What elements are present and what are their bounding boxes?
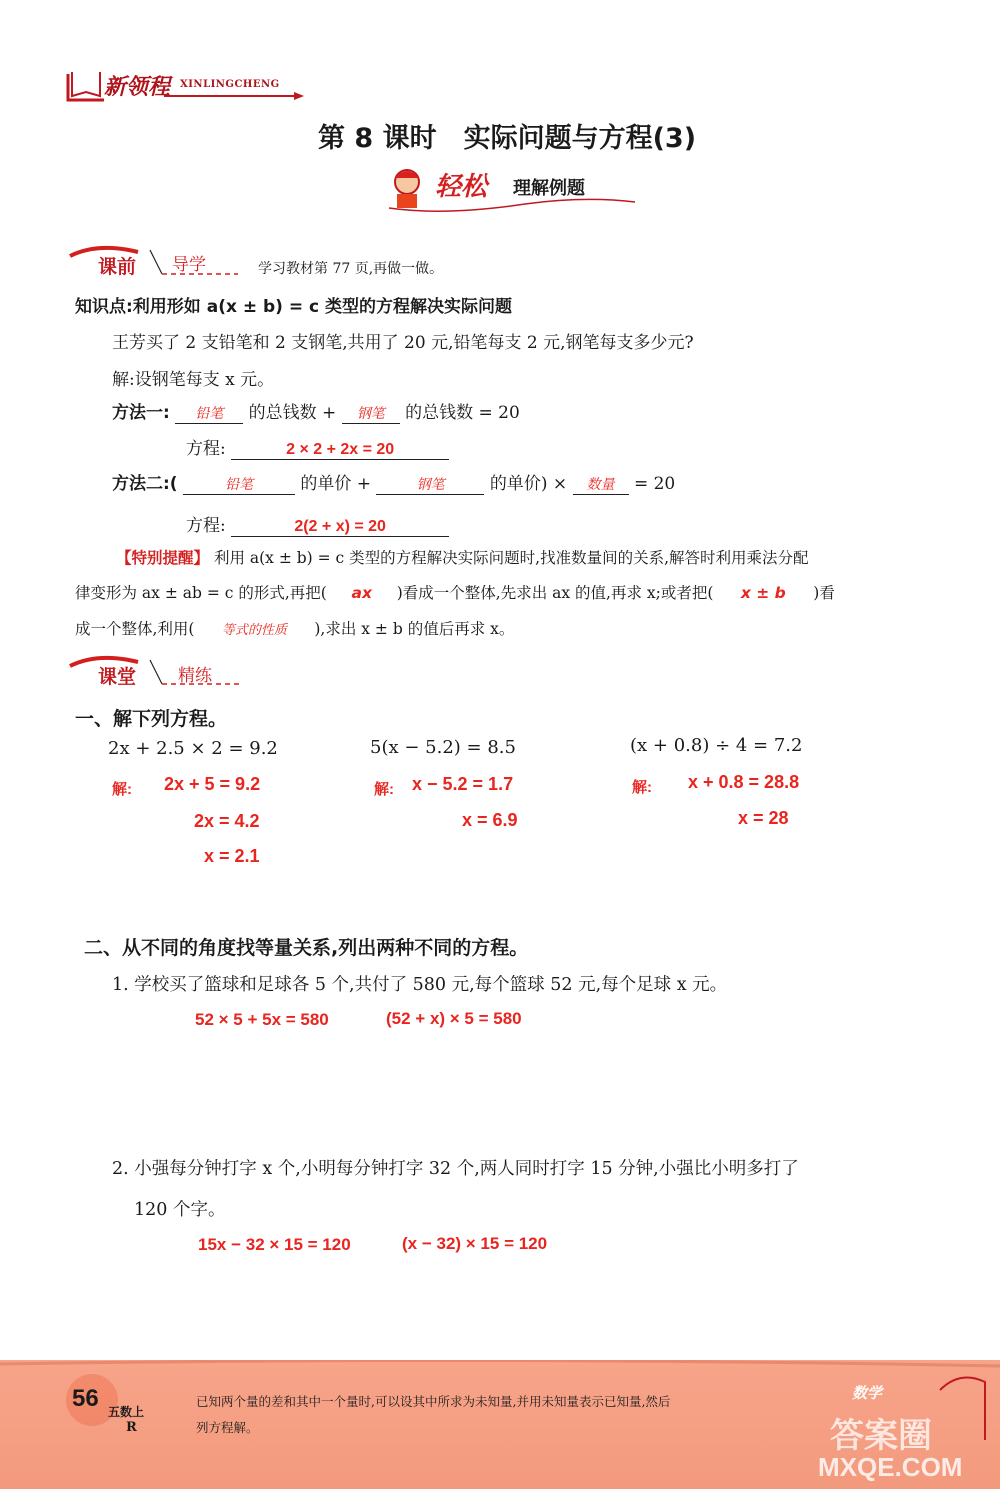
- method1-eq-label: 方程:: [186, 439, 226, 459]
- section2-title: 二、从不同的角度找等量关系,列出两种不同的方程。: [84, 937, 529, 959]
- solution1-step3: x = 2.1: [204, 846, 260, 866]
- method1-eq: 2 × 2 + 2x = 20: [231, 441, 449, 460]
- method2-mid2: 的单价) ×: [489, 474, 568, 494]
- method2-row: [112, 469, 675, 495]
- equation-1: 2x + 2.5 × 2 = 9.2: [108, 738, 278, 759]
- tip-blank3: 等式的性质: [221, 623, 287, 638]
- tip-label: 【特别提醒】: [116, 549, 210, 567]
- method2-blank2: 钢笔: [376, 474, 484, 495]
- method2-tail: = 20: [633, 474, 676, 494]
- tag-swoosh-icon: [68, 244, 248, 280]
- question1-answer2: (52 + x) × 5 = 580: [386, 1009, 522, 1028]
- method2-blank3: 数量: [573, 474, 629, 495]
- method1-blank2: 钢笔: [342, 403, 400, 424]
- equation-2: 5(x − 5.2) = 8.5: [370, 737, 516, 758]
- solution1-jie: 解:: [112, 781, 132, 798]
- footer-note-line1: 已知两个量的差和其中一个量时,可以设其中所求为未知量,并用未知量表示已知量,然后: [196, 1394, 671, 1409]
- edition-label: R: [126, 1420, 137, 1435]
- lesson-title: 第 8 课时 实际问题与方程(3): [318, 123, 697, 154]
- solution3-step1: x + 0.8 = 28.8: [688, 772, 800, 792]
- pre-class-label: 课前: [98, 256, 137, 278]
- footer-note-line2: 列方程解。: [196, 1420, 259, 1435]
- method1-label: 方法一:: [112, 403, 170, 423]
- banner: [385, 160, 645, 220]
- tip-text3a: 成一个整体,利用(: [75, 620, 195, 638]
- solution2-step1: x − 5.2 = 1.7: [412, 774, 514, 794]
- in-class-sub: 精练: [178, 666, 212, 686]
- method2-eq-row: [186, 511, 449, 537]
- solution2-step2: x = 6.9: [462, 810, 518, 830]
- question2-answer1: 15x − 32 × 15 = 120: [198, 1235, 351, 1254]
- tip-line2: [75, 581, 835, 603]
- tip-blank2: x ± b: [740, 584, 786, 602]
- tag-swoosh-icon: [68, 654, 248, 690]
- grade-label: 五数上: [108, 1405, 145, 1419]
- tip-text2a: 律变形为 ax ± ab = c 的形式,再把(: [75, 584, 327, 602]
- pre-class-tag: [68, 244, 248, 280]
- solution3-jie: 解:: [632, 779, 652, 796]
- question1-text: 1. 学校买了篮球和足球各 5 个,共付了 580 元,每个篮球 52 元,每个足球 x 元。: [112, 975, 728, 995]
- footer-corner: 数学: [852, 1384, 883, 1402]
- solution1-step2: 2x = 4.2: [194, 811, 260, 831]
- section1-title: 一、解下列方程。: [75, 708, 228, 730]
- question2-line2: 120 个字。: [134, 1200, 226, 1220]
- tip-text1: 利用 a(x ± b) = c 类型的方程解决实际问题时,找准数量间的关系,解答时利用乘法分配: [213, 549, 809, 567]
- banner-rest: 理解例题: [513, 178, 585, 199]
- method2-eq-label: 方程:: [186, 516, 226, 536]
- method2-blank1: 铅笔: [183, 474, 295, 495]
- method1-mid: 的总钱数 +: [248, 403, 337, 423]
- watermark-logo: 答案圈: [830, 1416, 932, 1456]
- method2-label: 方法二:(: [112, 474, 178, 494]
- tip-line1: [116, 546, 809, 568]
- tip-text2c: )看: [813, 584, 835, 602]
- page-number: 56: [72, 1385, 99, 1412]
- question1-answer1: 52 × 5 + 5x = 580: [195, 1010, 329, 1029]
- question2-answer2: (x − 32) × 15 = 120: [402, 1234, 548, 1253]
- equation-3: (x + 0.8) ÷ 4 = 7.2: [630, 735, 803, 756]
- solution3-step2: x = 28: [738, 808, 789, 828]
- brand-pinyin: XINLINGCHENG: [180, 79, 280, 90]
- tip-text2b: )看成一个整体,先求出 ax 的值,再求 x;或者把(: [396, 584, 714, 602]
- solution2-jie: 解:: [374, 781, 394, 798]
- knowledge-point: 知识点:利用形如 a(x ± b) = c 类型的方程解决实际问题: [75, 297, 513, 317]
- tip-text3b: ),求出 x ± b 的值后再求 x。: [314, 620, 515, 638]
- method2-eq: 2(2 + x) = 20: [231, 518, 449, 537]
- example-problem: 王芳买了 2 支铅笔和 2 支钢笔,共用了 20 元,铅笔每支 2 元,钢笔每支多少元?: [112, 333, 694, 353]
- banner-bold: 轻松: [435, 172, 488, 202]
- in-class-label: 课堂: [98, 666, 137, 688]
- solution1-step1: 2x + 5 = 9.2: [164, 774, 261, 794]
- method1-tail: 的总钱数 = 20: [405, 403, 520, 423]
- method2-mid: 的单价 +: [300, 474, 372, 494]
- tip-blank1: ax: [351, 584, 373, 602]
- method1-eq-row: [186, 434, 449, 460]
- brand-name: 新领程: [104, 75, 171, 100]
- watermark-domain: MXQE.COM: [818, 1452, 963, 1482]
- pre-class-sub: 导学: [172, 255, 206, 275]
- method1-blank1: 铅笔: [175, 403, 243, 424]
- pre-class-instruction: 学习教材第 77 页,再做一做。: [258, 261, 444, 277]
- method1-row: [112, 398, 520, 424]
- tip-line3: [75, 617, 514, 639]
- in-class-tag: [68, 654, 248, 690]
- brand-logo: [64, 66, 309, 106]
- question2-line1: 2. 小强每分钟打字 x 个,小明每分钟打字 32 个,两人同时打字 15 分钟,小强比小明多打了: [112, 1159, 799, 1179]
- solution-intro: 解:设钢笔每支 x 元。: [112, 370, 275, 390]
